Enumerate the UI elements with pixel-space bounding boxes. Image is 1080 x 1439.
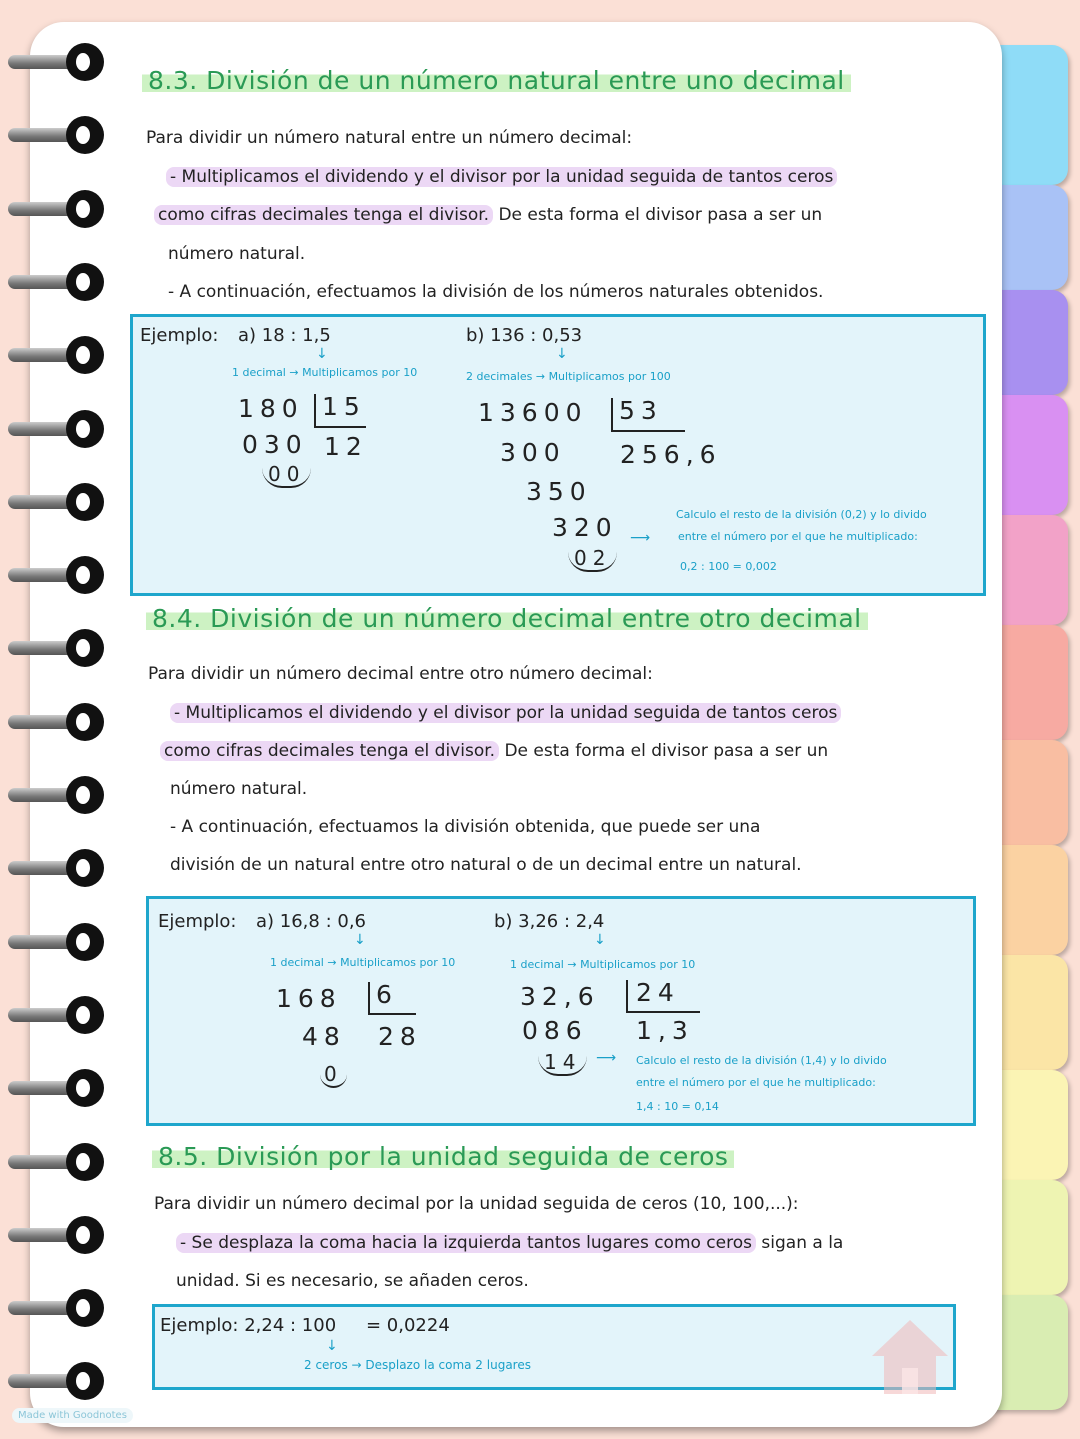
quotient: 12 <box>324 432 368 461</box>
division-bracket <box>368 1013 416 1015</box>
goodnotes-watermark: Made with Goodnotes <box>12 1408 133 1423</box>
note: 1 decimal → Multiplicamos por 10 <box>232 366 418 379</box>
note: 2 decimales → Multiplicamos por 100 <box>466 370 671 383</box>
arrow-right-icon: ⟶ <box>596 1050 617 1066</box>
binder-ring <box>8 43 103 81</box>
binder-ring <box>8 1069 103 1107</box>
body-text: número natural. <box>168 244 306 264</box>
remainder: 14 <box>538 1050 587 1076</box>
intro-text: Para dividir un número decimal por la unidad seguida de ceros (10, 100,...): <box>154 1194 799 1214</box>
intro-text: Para dividir un número decimal entre otro número decimal: <box>148 664 653 684</box>
section-title-8-4: 8.4. División de un número decimal entre otro decimal <box>146 604 868 633</box>
note: entre el número por el que he multiplicado: <box>636 1076 876 1089</box>
highlight-text: - Multiplicamos el dividendo y el divisor por la unidad seguida de tantos ceros <box>166 167 837 187</box>
division-bracket <box>611 430 685 432</box>
body-text: - A continuación, efectuamos la división obtenida, que puede ser una <box>170 817 761 837</box>
binder-ring <box>8 556 103 594</box>
note: 1,4 : 10 = 0,14 <box>636 1100 719 1113</box>
partial-remainder: 320 <box>552 513 618 542</box>
quotient: 28 <box>378 1022 422 1051</box>
division-bracket <box>368 982 370 1014</box>
remainder: 0 <box>320 1062 347 1088</box>
binder-ring <box>8 996 103 1034</box>
example-b-title: b) 3,26 : 2,4 <box>494 911 605 932</box>
section-title-8-5: 8.5. División por la unidad seguida de ceros <box>152 1142 734 1171</box>
arrow-down-icon: ↓ <box>556 346 568 362</box>
highlight-text: - Se desplaza la coma hacia la izquierda tantos lugares como ceros <box>176 1233 756 1253</box>
body-text: número natural. <box>170 779 308 799</box>
example-a-title: a) 16,8 : 0,6 <box>256 911 366 932</box>
partial-remainder: 086 <box>522 1016 588 1045</box>
note: Calculo el resto de la división (1,4) y lo divido <box>636 1054 887 1067</box>
body-text: sigan a la <box>756 1233 844 1253</box>
divisor: 15 <box>322 392 366 421</box>
note: 0,2 : 100 = 0,002 <box>680 560 777 573</box>
arrow-down-icon: ↓ <box>594 932 606 948</box>
example-b-title: b) 136 : 0,53 <box>466 325 583 346</box>
body-text: unidad. Si es necesario, se añaden ceros. <box>176 1271 529 1291</box>
binder-ring <box>8 1143 103 1181</box>
divisor: 53 <box>619 396 663 425</box>
note: 1 decimal → Multiplicamos por 10 <box>270 956 456 969</box>
division-bracket <box>626 1011 700 1013</box>
binder-ring <box>8 263 103 301</box>
note: 1 decimal → Multiplicamos por 10 <box>510 958 696 971</box>
binder-ring <box>8 776 103 814</box>
highlight-text: como cifras decimales tenga el divisor. <box>154 205 493 225</box>
arrow-down-icon: ↓ <box>316 346 328 362</box>
dividend: 168 <box>276 984 342 1013</box>
intro-text: Para dividir un número natural entre un número decimal: <box>146 128 633 148</box>
binder-ring <box>8 1216 103 1254</box>
note: entre el número por el que he multiplicado: <box>678 530 918 543</box>
arrow-right-icon: ⟶ <box>630 530 651 546</box>
example-result: = 0,0224 <box>366 1315 450 1336</box>
quotient: 256,6 <box>620 440 722 469</box>
example-label: Ejemplo: 2,24 : 100 <box>160 1315 337 1336</box>
binder-ring <box>8 483 103 521</box>
division-bracket <box>611 398 613 430</box>
partial-remainder: 48 <box>302 1022 346 1051</box>
body-text: - A continuación, efectuamos la división de los números naturales obtenidos. <box>168 282 824 302</box>
division-bracket <box>314 426 366 428</box>
example-label: Ejemplo: <box>158 911 237 932</box>
dividend: 32,6 <box>520 982 600 1011</box>
dividend: 180 <box>238 394 304 423</box>
example-a-title: a) 18 : 1,5 <box>238 325 331 346</box>
highlight-text: - Multiplicamos el dividendo y el divisor por la unidad seguida de tantos ceros <box>170 703 841 723</box>
remainder: 02 <box>568 546 617 572</box>
binder-ring <box>8 336 103 374</box>
binder-ring <box>8 849 103 887</box>
binder-ring <box>8 629 103 667</box>
arrow-down-icon: ↓ <box>354 932 366 948</box>
partial-remainder: 300 <box>500 438 566 467</box>
home-icon[interactable] <box>870 1318 950 1394</box>
quotient: 1,3 <box>636 1016 694 1045</box>
binder-ring <box>8 703 103 741</box>
binder-ring <box>8 1362 103 1400</box>
dividend: 13600 <box>478 398 588 427</box>
partial-remainder: 030 <box>242 430 308 459</box>
remainder: 00 <box>262 462 311 488</box>
note: Calculo el resto de la división (0,2) y lo divido <box>676 508 927 521</box>
divisor: 6 <box>376 980 398 1009</box>
binder-ring <box>8 923 103 961</box>
highlight-text: como cifras decimales tenga el divisor. <box>160 741 499 761</box>
binder-ring <box>8 1289 103 1327</box>
body-text: De esta forma el divisor pasa a ser un <box>499 741 829 761</box>
body-text: división de un natural entre otro natural o de un decimal entre un natural. <box>170 855 802 875</box>
divisor: 24 <box>636 978 680 1007</box>
notebook-page <box>30 22 1002 1427</box>
example-label: Ejemplo: <box>140 325 219 346</box>
division-bracket <box>626 980 628 1012</box>
binder-ring <box>8 410 103 448</box>
arrow-down-icon: ↓ <box>326 1338 338 1354</box>
body-text: De esta forma el divisor pasa a ser un <box>493 205 823 225</box>
binder-ring <box>8 116 103 154</box>
division-bracket <box>314 394 316 426</box>
section-title-8-3: 8.3. División de un número natural entre uno decimal <box>142 66 851 95</box>
note: 2 ceros → Desplazo la coma 2 lugares <box>304 1358 531 1372</box>
binder-ring <box>8 190 103 228</box>
partial-remainder: 350 <box>526 477 592 506</box>
